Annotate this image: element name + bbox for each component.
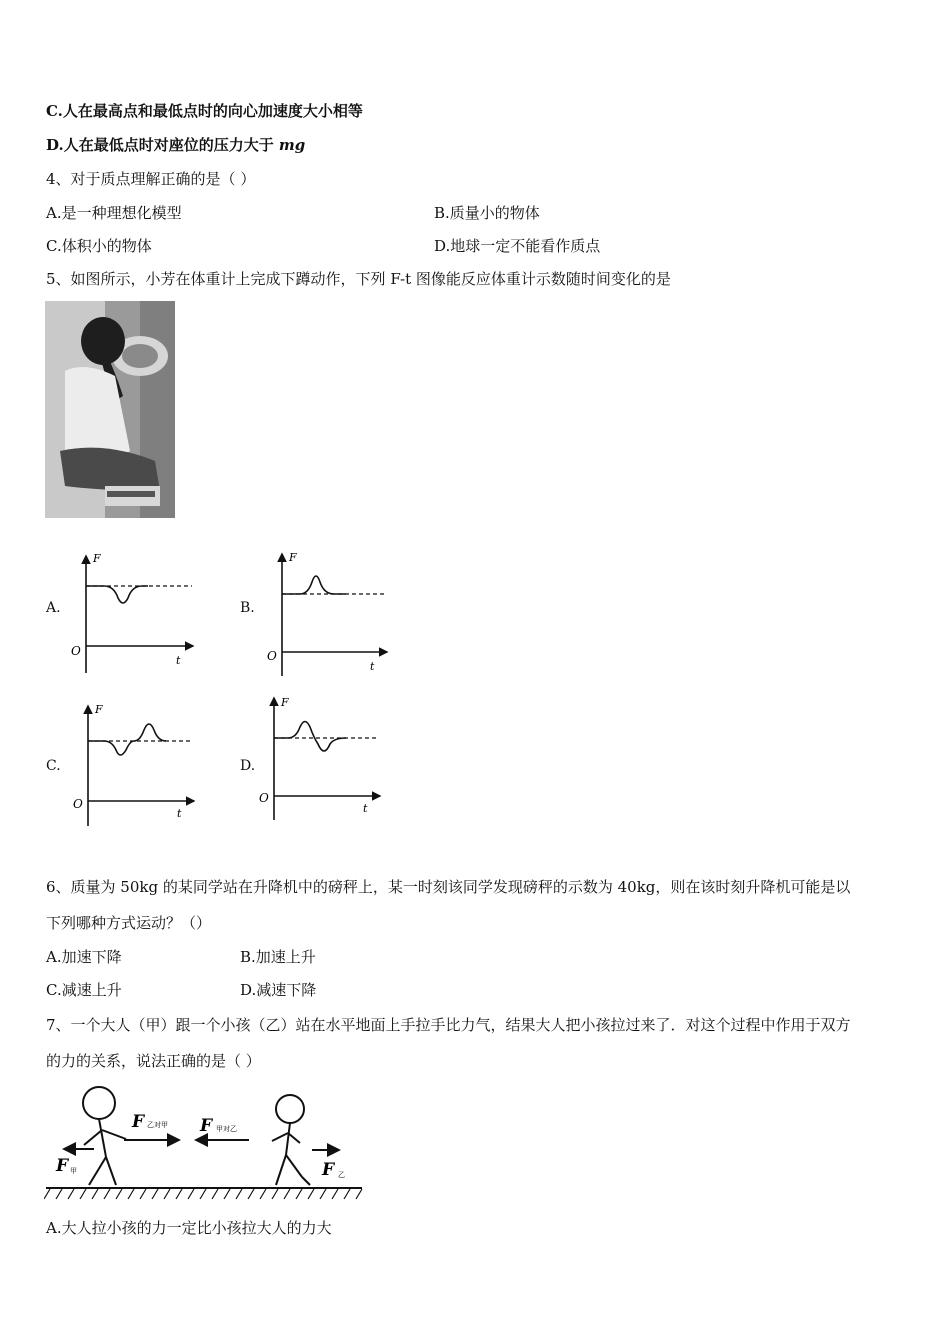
q6-option-c: C.减速上升 — [46, 981, 122, 999]
q7-tug-figure — [44, 1085, 364, 1200]
force-curve — [282, 576, 346, 594]
q5-graph-c — [70, 700, 198, 830]
axis-t-label: t — [363, 802, 368, 815]
q5-graph-b — [262, 548, 390, 678]
force-curve — [88, 724, 166, 755]
force-curve — [274, 722, 346, 752]
q3-option-c: C.人在最高点和最低点时的向心加速度大小相等 — [46, 102, 363, 120]
q3-option-d-var: mg — [278, 136, 306, 154]
origin-label: O — [73, 797, 83, 811]
q5-graph-d — [256, 692, 384, 822]
label-f-yi: F — [322, 1160, 335, 1180]
label-sub-jia-on-yi: 甲对乙 — [216, 1125, 237, 1133]
q4-option-c: C.体积小的物体 — [46, 237, 152, 255]
ground-hatch — [44, 1189, 362, 1199]
axis-f-label: F — [281, 696, 289, 709]
q7-option-a: A.大人拉小孩的力一定比小孩拉大人的力大 — [46, 1219, 332, 1237]
origin-label: O — [259, 791, 269, 805]
child-figure — [272, 1095, 310, 1185]
axis-t-label: t — [177, 807, 182, 820]
q7-stem-line2: 的力的关系，说法正确的是（ ） — [46, 1052, 261, 1070]
q6-option-a: A.加速下降 — [46, 948, 122, 966]
q5-option-b-label: B. — [240, 600, 255, 616]
force-curve — [86, 586, 148, 603]
squatting-girl-photo — [45, 301, 175, 518]
q6-option-b: B.加速上升 — [240, 948, 316, 966]
q4-option-a: A.是一种理想化模型 — [46, 204, 182, 222]
q4-stem: 4、对于质点理解正确的是（ ） — [46, 170, 256, 188]
origin-label: O — [267, 649, 277, 663]
q6-stem-line2: 下列哪种方式运动？（） — [46, 914, 212, 932]
axis-f-label: F — [95, 703, 103, 716]
axis-t-label: t — [370, 660, 375, 673]
label-f-yi-on-jia: F — [132, 1112, 145, 1132]
q5-stem: 5、如图所示，小芳在体重计上完成下蹲动作，下列 F-t 图像能反应体重计示数随时间变化的是 — [46, 270, 671, 288]
q6-option-d: D.减速下降 — [240, 981, 317, 999]
axis-t-label: t — [176, 654, 181, 667]
origin-label: O — [71, 644, 81, 658]
q5-option-a-label: A. — [46, 600, 61, 616]
adult-figure — [83, 1087, 126, 1185]
axis-f-label: F — [93, 552, 101, 565]
q6-stem-line1: 6、质量为 50kg 的某同学站在升降机中的磅秤上，某一时刻该同学发现磅秤的示数为 40kg，则在该时刻升降机可能是以 — [46, 878, 851, 896]
label-f-jia-on-yi: F — [200, 1116, 213, 1136]
label-f-jia: F — [56, 1156, 69, 1176]
axis-f-label: F — [289, 551, 297, 564]
label-sub-jia: 甲 — [70, 1167, 77, 1175]
q4-option-b: B.质量小的物体 — [434, 204, 540, 222]
label-sub-yi-on-jia: 乙对甲 — [147, 1121, 168, 1129]
label-sub-yi: 乙 — [338, 1171, 345, 1179]
q7-stem-line1: 7、一个大人（甲）跟一个小孩（乙）站在水平地面上手拉手比力气，结果大人把小孩拉过来了．对这个过程中作用于双方 — [46, 1016, 851, 1034]
q3-option-d — [46, 135, 305, 155]
q4-option-d: D.地球一定不能看作质点 — [434, 237, 601, 255]
q5-option-d-label: D. — [240, 758, 256, 774]
q3-option-d-text: D.人在最低点时对座位的压力大于 — [46, 136, 279, 154]
q5-graph-a — [68, 548, 196, 678]
q5-option-c-label: C. — [46, 758, 61, 774]
